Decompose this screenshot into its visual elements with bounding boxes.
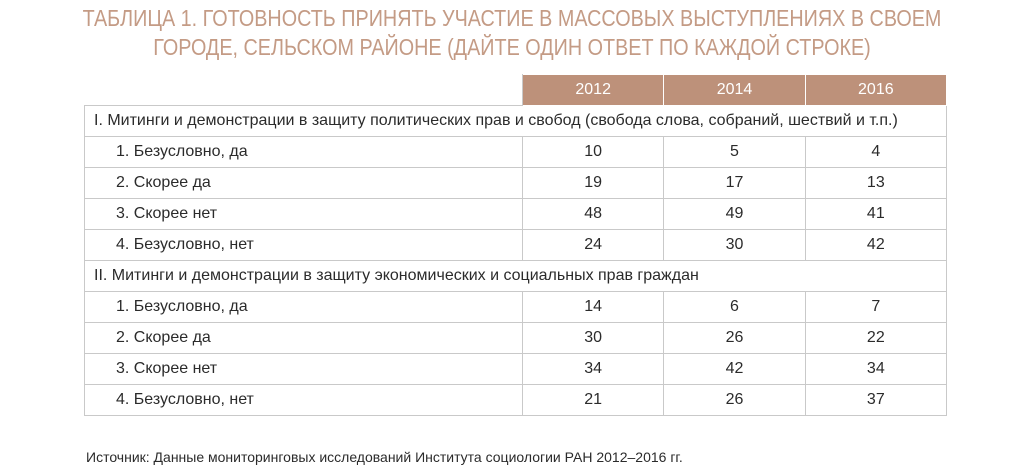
value-cell: 4 xyxy=(805,137,946,168)
header-row xyxy=(85,75,947,106)
value-cell: 26 xyxy=(664,323,805,354)
value-cell: 17 xyxy=(664,168,805,199)
table-title-line-2: ГОРОДЕ, СЕЛЬСКОМ РАЙОНЕ (ДАЙТЕ ОДИН ОТВЕТ ПО КАЖДОЙ СТРОКЕ) xyxy=(153,34,871,60)
year-header-2014: 2014 xyxy=(664,75,805,106)
table-row xyxy=(85,354,947,385)
value-cell: 5 xyxy=(664,137,805,168)
header-blank-cell xyxy=(85,75,523,106)
value-cell: 7 xyxy=(805,292,946,323)
table-title xyxy=(72,4,953,62)
value-cell: 10 xyxy=(523,137,664,168)
row-label: 4. Безусловно, нет xyxy=(85,385,523,416)
value-cell: 34 xyxy=(523,354,664,385)
table-title-line-1: ТАБЛИЦА 1. ГОТОВНОСТЬ ПРИНЯТЬ УЧАСТИЕ В МАССОВЫХ ВЫСТУПЛЕНИЯХ В СВОЕМ xyxy=(82,5,942,31)
value-cell: 14 xyxy=(523,292,664,323)
section-row xyxy=(85,261,947,292)
value-cell: 30 xyxy=(523,323,664,354)
value-cell: 26 xyxy=(664,385,805,416)
section-row xyxy=(85,106,947,137)
table-row xyxy=(85,168,947,199)
survey-table xyxy=(84,74,947,416)
row-label: 3. Скорее нет xyxy=(85,199,523,230)
value-cell: 13 xyxy=(805,168,946,199)
row-label: 2. Скорее да xyxy=(85,168,523,199)
row-label: 1. Безусловно, да xyxy=(85,292,523,323)
value-cell: 22 xyxy=(805,323,946,354)
table-row xyxy=(85,292,947,323)
row-label: 3. Скорее нет xyxy=(85,354,523,385)
row-label: 1. Безусловно, да xyxy=(85,137,523,168)
value-cell: 30 xyxy=(664,230,805,261)
section-heading-economic: II. Митинги и демонстрации в защиту экономических и социальных прав граждан xyxy=(85,261,947,292)
table-row xyxy=(85,385,947,416)
value-cell: 34 xyxy=(805,354,946,385)
row-label: 4. Безусловно, нет xyxy=(85,230,523,261)
value-cell: 42 xyxy=(805,230,946,261)
value-cell: 6 xyxy=(664,292,805,323)
table-row xyxy=(85,230,947,261)
value-cell: 24 xyxy=(523,230,664,261)
value-cell: 49 xyxy=(664,199,805,230)
table-row xyxy=(85,199,947,230)
section-heading-political: I. Митинги и демонстрации в защиту политических прав и свобод (свобода слова, собраний, шествий и т.п.) xyxy=(85,106,947,137)
value-cell: 37 xyxy=(805,385,946,416)
value-cell: 41 xyxy=(805,199,946,230)
value-cell: 42 xyxy=(664,354,805,385)
year-header-2012: 2012 xyxy=(523,75,664,106)
value-cell: 21 xyxy=(523,385,664,416)
table-row xyxy=(85,323,947,354)
value-cell: 48 xyxy=(523,199,664,230)
source-note: Источник: Данные мониторинговых исследований Института социологии РАН 2012–2016 гг. xyxy=(86,449,683,465)
row-label: 2. Скорее да xyxy=(85,323,523,354)
year-header-2016: 2016 xyxy=(805,75,946,106)
table-row xyxy=(85,137,947,168)
value-cell: 19 xyxy=(523,168,664,199)
